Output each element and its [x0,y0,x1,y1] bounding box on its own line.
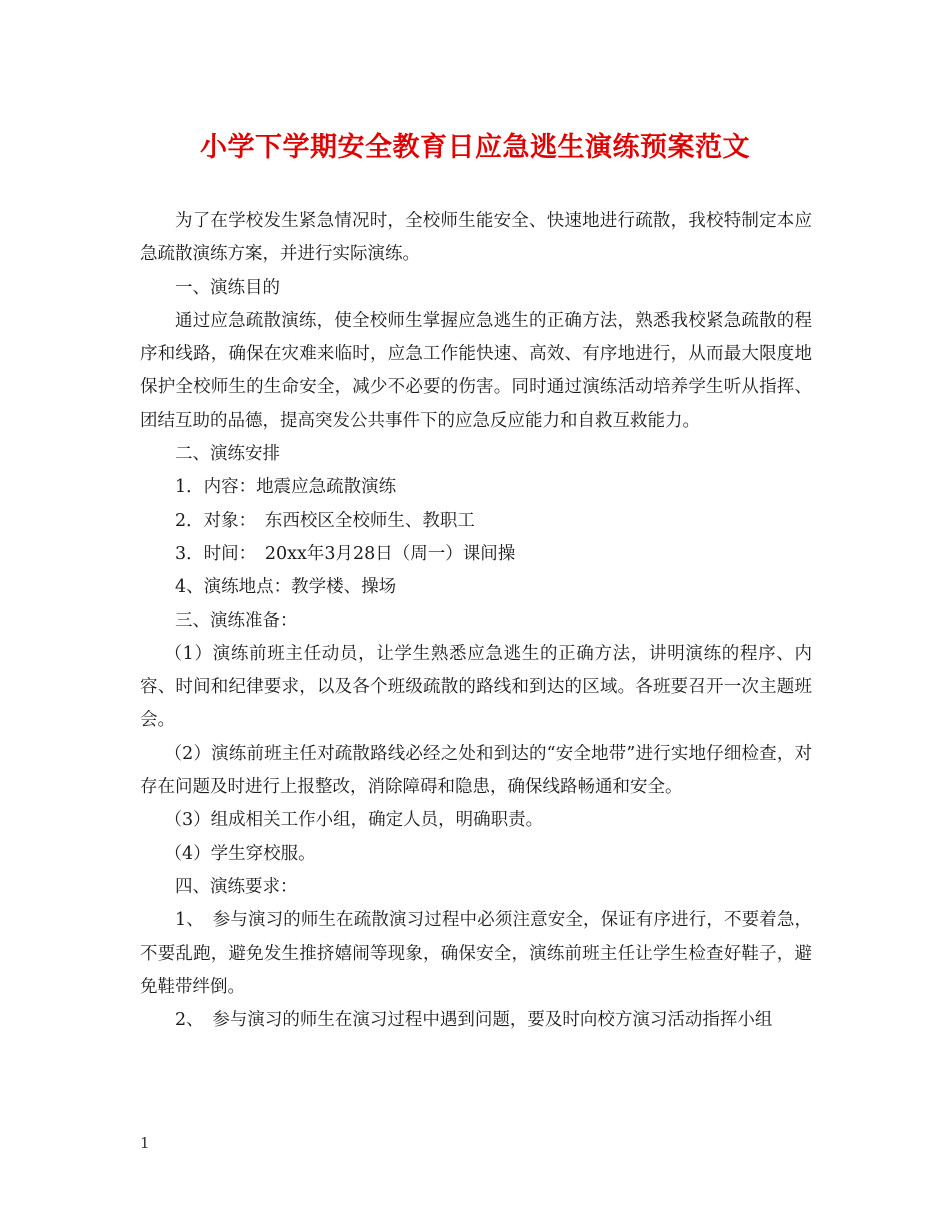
document-body [140,205,812,1037]
item-requirement-2: 2、 参与演习的师生在演习过程中遇到问题，要及时向校方演习活动指挥小组 [175,1010,773,1031]
heading-drill-preparation: 三、演练准备： [175,610,298,631]
page-number: 1 [140,1134,150,1152]
heading-drill-arrangement: 二、演练安排 [175,444,280,465]
heading-drill-purpose: 一、演练目的 [175,277,280,298]
item-drill-location: 4、演练地点：教学楼、操场 [175,577,397,598]
item-preparation-1: （1）演练前班主任动员，让学生熟悉应急逃生的正确方法，讲明演练的程序、内容、时间和纪律要求，以及各个班级疏散的路线和到达的区域。各班要召开一次主题班会。 [140,643,812,731]
item-requirement-1: 1、 参与演习的师生在疏散演习过程中必须注意安全，保证有序进行，不要着急，不要乱跑，避免发生推挤嬉闹等现象，确保安全，演练前班主任让学生检查好鞋子，避免鞋带绊倒。 [140,910,812,997]
paragraph-intro: 为了在学校发生紧急情况时，全校师生能安全、快速地进行疏散，我校特制定本应急疏散演练方案，并进行实际演练。 [140,211,812,265]
paragraph-drill-purpose: 通过应急疏散演练，使全校师生掌握应急逃生的正确方法，熟悉我校紧急疏散的程序和线路，确保在灾难来临时，应急工作能快速、高效、有序地进行，从而最大限度地保护全校师生的生命安全，减少不必要的伤害。同时通过演练活动培养学生听从指挥、团结互助的品德，提高突发公共事件下的应急反应能力和自救互救能力。 [140,310,812,431]
heading-drill-requirements: 四、演练要求： [175,876,298,897]
item-preparation-3: （3）组成相关工作小组，确定人员，明确职责。 [164,810,544,831]
item-drill-participants: 2．对象： 东西校区全校师生、教职工 [175,510,475,531]
item-preparation-4: （4）学生穿校服。 [164,843,316,864]
item-drill-content: 1．内容：地震应急疏散演练 [175,477,397,498]
item-preparation-2: （2）演练前班主任对疏散路线必经之处和到达的“安全地带”进行实地仔细检查，对存在问题及时进行上报整改，消除障碍和隐患，确保线路畅通和安全。 [140,743,812,798]
item-drill-time: 3．时间： 20xx年3月28日（周一）课间操 [175,543,516,564]
document-title: 小学下学期安全教育日应急逃生演练预案范文 [200,132,750,163]
